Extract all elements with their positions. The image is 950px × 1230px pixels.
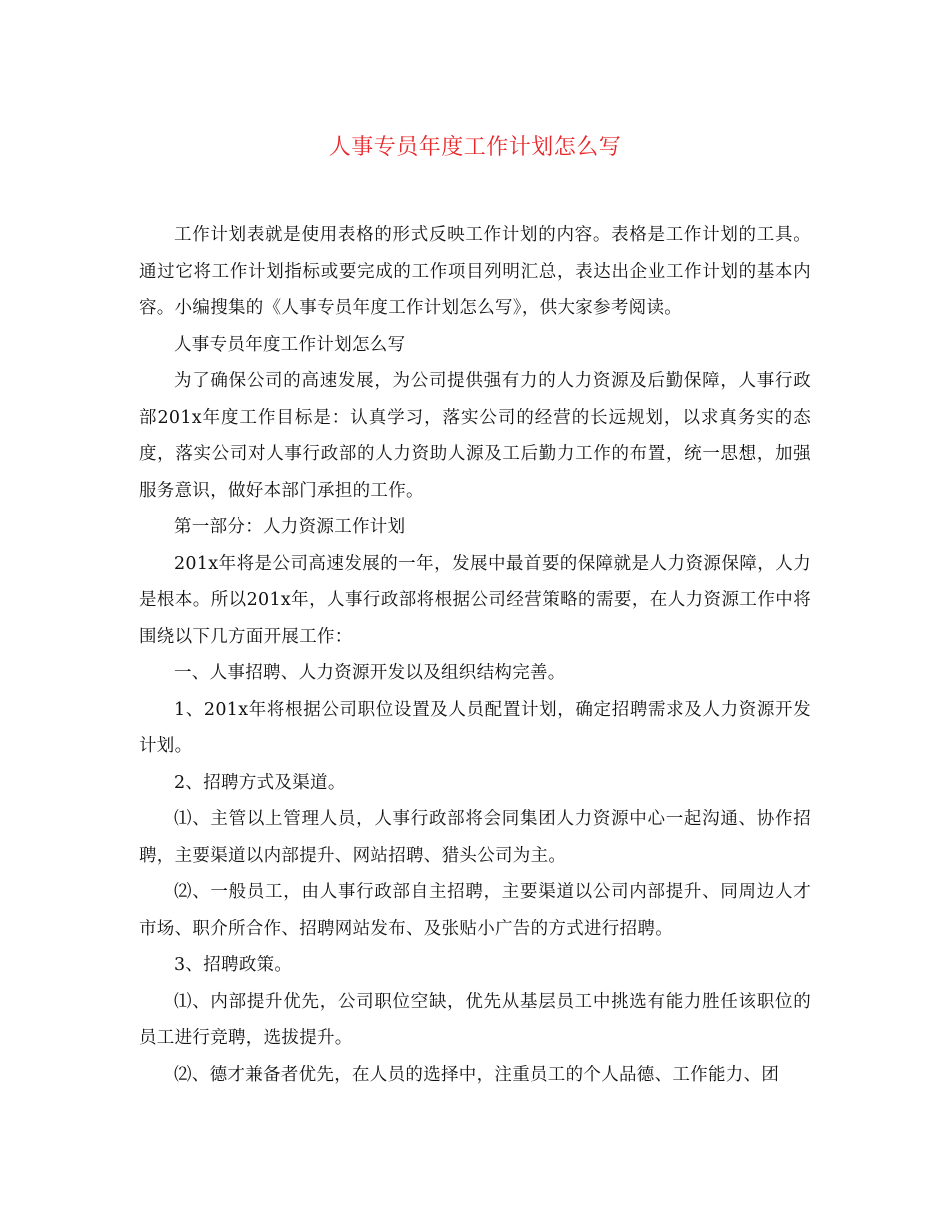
paragraph-intro: 工作计划表就是使用表格的形式反映工作计划的内容。表格是工作计划的工具。通过它将工作计划指标或要完成的工作项目列明汇总，表达出企业工作计划的基本内容。小编搜集的《人事专员年度工作计划怎么写》，供大家参考阅读。 [139, 225, 811, 318]
list-item-1: 1、201x年将根据公司职位设置及人员配置计划，确定招聘需求及人力资源开发计划。 [139, 699, 811, 756]
list-item-3: 3、招聘政策。 [174, 955, 293, 975]
list-subitem-2-2: ⑵、一般员工，由人事行政部自主招聘，主要渠道以公司内部提升、同周边人才市场、职介所合作、招聘网站发布、及张贴小广告的方式进行招聘。 [139, 882, 811, 939]
section-heading-part-one: 第一部分：人力资源工作计划 [174, 517, 406, 537]
paragraph-goal: 为了确保公司的高速发展，为公司提供强有力的人力资源及后勤保障，人事行政部201x年度工作目标是：认真学习，落实公司的经营的长远规划，以求真务实的态度，落实公司对人事行政部的人力资助人源及工后勤力工作的布置，统一思想，加强服务意识，做好本部门承担的工作。 [139, 371, 811, 501]
paragraph-subtitle: 人事专员年度工作计划怎么写 [174, 334, 406, 355]
list-heading-recruitment: 一、人事招聘、人力资源开发以及组织结构完善。 [174, 663, 566, 683]
list-item-2: 2、招聘方式及渠道。 [174, 772, 346, 793]
document-title: 人事专员年度工作计划怎么写 [328, 135, 622, 160]
list-subitem-3-1: ⑴、内部提升优先，公司职位空缺，优先从基层员工中挑选有能力胜任该职位的员工进行竞聘，选拔提升。 [139, 991, 811, 1048]
list-subitem-2-1: ⑴、主管以上管理人员，人事行政部将会同集团人力资源中心一起沟通、协作招聘，主要渠道以内部提升、网站招聘、猎头公司为主。 [139, 809, 811, 866]
paragraph-hr-overview: 201x年将是公司高速发展的一年，发展中最首要的保障就是人力资源保障，人力是根本。所以201x年，人事行政部将根据公司经营策略的需要，在人力资源工作中将围绕以下几方面开展工作： [139, 553, 811, 647]
list-subitem-3-2: ⑵、德才兼备者优先，在人员的选择中，注重员工的个人品德、工作能力、团 [174, 1064, 780, 1085]
document-body [139, 217, 811, 1093]
